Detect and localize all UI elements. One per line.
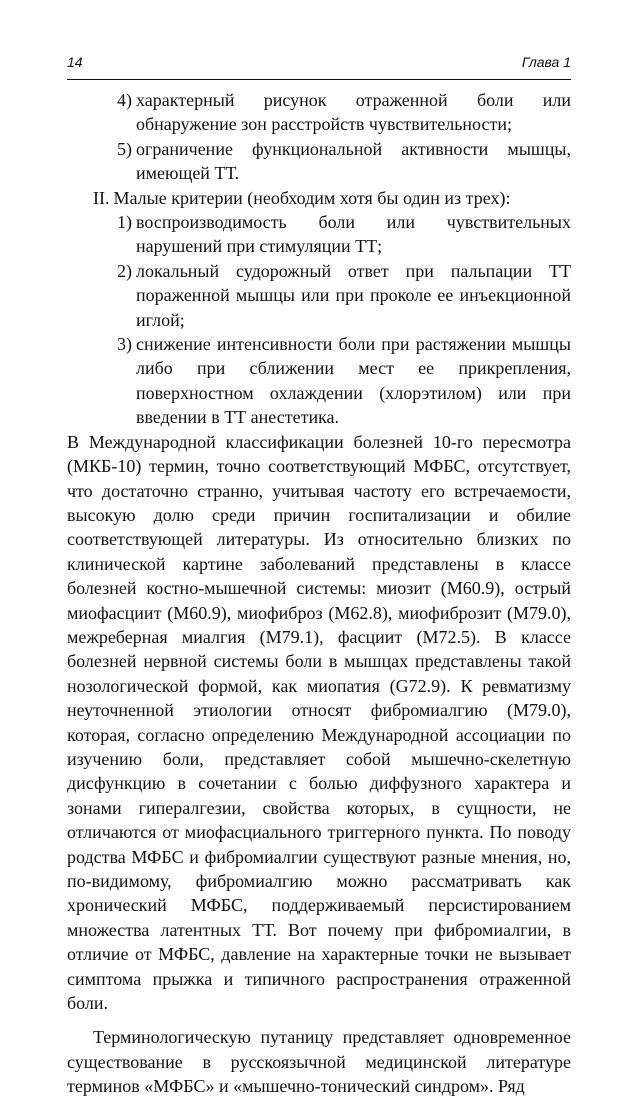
page-body xyxy=(67,88,571,1099)
running-header xyxy=(67,50,571,72)
list-item-text: характерный рисунок отраженной боли или обнаружение зон расстройств чувствительности; xyxy=(136,90,571,135)
list-item-number: 1) xyxy=(117,212,132,233)
list-item-text: снижение интенсивности боли при растяжении мышцы либо при сближении мест ее прикрепления, поверхностном охлаждении (хлорэтилом) или при введении в ТТ анестетика. xyxy=(136,334,571,428)
list-item xyxy=(67,332,571,430)
section-text: Малые критерии (необходим хотя бы один из трех): xyxy=(113,187,511,208)
list-item-number: 2) xyxy=(117,260,132,281)
list-item-number: 5) xyxy=(117,138,132,159)
chapter-title: Глава 1 xyxy=(521,54,571,70)
section-number: II. xyxy=(93,187,110,208)
body-paragraph: В Международной классификации болезней 10-го пересмотра (МКБ-10) термин, точно соответствующий МФБС, отсутствует, что достаточно странно, учитывая частоту его встречаемости, высокую долю среди причин госпитализации и обилие соответствующей литературы. Из относительно близких по клинической картине заболеваний представлены в классе болезней костно-мышечной системы: миозит (M60.9), острый миофасциит (M60.9), миофиброз (M62.8), миофиброзит (M79.0), межреберная миалгия (M79.1), фасциит (M72.5). В классе болезней нервной системы боли в мышцах представлены такой нозологической формой, как миопатия (G72.9). К ревматизму неуточненной этиологии относят фибромиалгию (M79.0), которая, согласно определению Международной ассоциации по изучению боли, представляет собой мышечно-скелетную дисфункцию в сочетании с болью диффузного характера и зонами гипералгезии, свойства которых, в сущности, не отличаются от миофасциального триггерного пункта. По поводу родства МФБС и фибромиалгии существуют разные мнения, но, по-видимому, фибромиалгию можно рассматривать как хронический МФБС, поддерживаемый персистированием множества латентных ТТ. Вот почему при фибромиалгии, в отличие от МФБС, давление на характерные точки не вызывает симптома прыжка и типичного распространения отраженной боли. xyxy=(67,431,571,1014)
list-item-text: локальный судорожный ответ при пальпации ТТ пораженной мышцы или при проколе ее инъекционной иглой; xyxy=(136,260,571,330)
list-item xyxy=(67,210,571,259)
minor-criteria-heading xyxy=(67,186,571,210)
header-rule xyxy=(67,79,571,80)
page-number: 14 xyxy=(67,54,83,70)
list-item-text: воспроизводимость боли или чувствительных нарушений при стимуляции ТТ; xyxy=(136,212,571,257)
list-item-number: 4) xyxy=(117,90,132,110)
list-item-text: ограничение функциональной активности мышцы, имеющей ТТ. xyxy=(136,138,571,184)
list-item xyxy=(67,88,571,137)
list-item xyxy=(67,137,571,186)
list-item-number: 3) xyxy=(117,334,132,355)
list-item xyxy=(67,259,571,332)
body-paragraph: Терминологическую путаницу представляет одновременное существование в русскоязычной медицинской литературе терминов «МФБС» и «мышечно-тонический синдром». Ряд xyxy=(67,1027,571,1097)
